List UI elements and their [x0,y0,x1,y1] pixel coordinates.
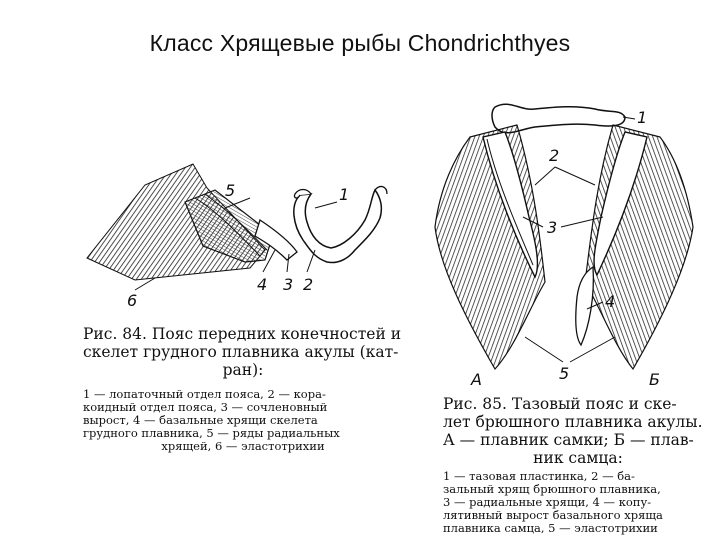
fig85-label-1: 1 [637,108,648,127]
figure-85-caption [443,395,713,467]
fig84-legend-line: коидный отдел пояса, 3 — сочленовный [83,400,328,414]
fig84-label-5: 5 [225,181,236,200]
fig85-label-b: Б [649,370,660,389]
figure-84-legend [83,388,403,453]
fig84-label-1: 1 [339,185,350,204]
fig85-label-4: 4 [605,292,616,311]
fig85-label-2: 2 [549,146,560,165]
fig84-caption-line: Рис. 84. Пояс передних конечностей и [83,325,402,343]
fig85-legend-line: зальный хрящ брюшного плавника, [443,482,661,496]
fig84-label-4: 4 [257,275,268,294]
fig85-legend-line: лятивный вырост базального хряща [443,508,663,522]
fig85-legend-line: 3 — радиальные хрящи, 4 — копу- [443,495,652,509]
fig85-caption-line: лет брюшного плавника акулы. [443,413,703,431]
fig85-legend-line: плавника самца, 5 — эластотрихии [443,521,658,535]
fig84-legend-line: 1 — лопаточный отдел пояса, 2 — кора- [83,387,326,401]
fig85-caption-line: Рис. 85. Тазовый пояс и ске- [443,395,677,413]
fig84-legend-line: грудного плавника, 5 — ряды радиальных [83,426,340,440]
pelvic-fin-drawing [425,97,705,390]
slide-title: Класс Хрящевые рыбы Chondrichthyes [149,30,571,56]
fig84-legend-line: вырост, 4 — базальные хрящи скелета [83,413,318,427]
fig84-caption-line: ран): [222,361,264,379]
fig84-label-2: 2 [303,275,314,294]
figure-85-legend [443,470,713,535]
figure-85-illustration [425,97,705,390]
fig84-label-3: 3 [283,275,294,294]
fig84-legend-line: хрящей, 6 — эластотрихии [161,439,325,453]
fig85-label-a: А [471,370,482,389]
fig84-label-6: 6 [127,291,138,310]
figure-84-illustration [75,150,405,320]
fig85-caption-line: А — плавник самки; Б — плав- [443,431,694,449]
pectoral-fin-drawing [75,150,405,320]
fig85-legend-line: 1 — тазовая пластинка, 2 — ба- [443,469,635,483]
fig84-caption-line: скелет грудного плавника акулы (кат- [83,343,399,361]
fig85-caption-line: ник самца: [533,449,623,467]
fig85-label-3: 3 [547,218,558,237]
fig85-label-5: 5 [559,364,570,383]
figure-84-caption [83,325,403,379]
